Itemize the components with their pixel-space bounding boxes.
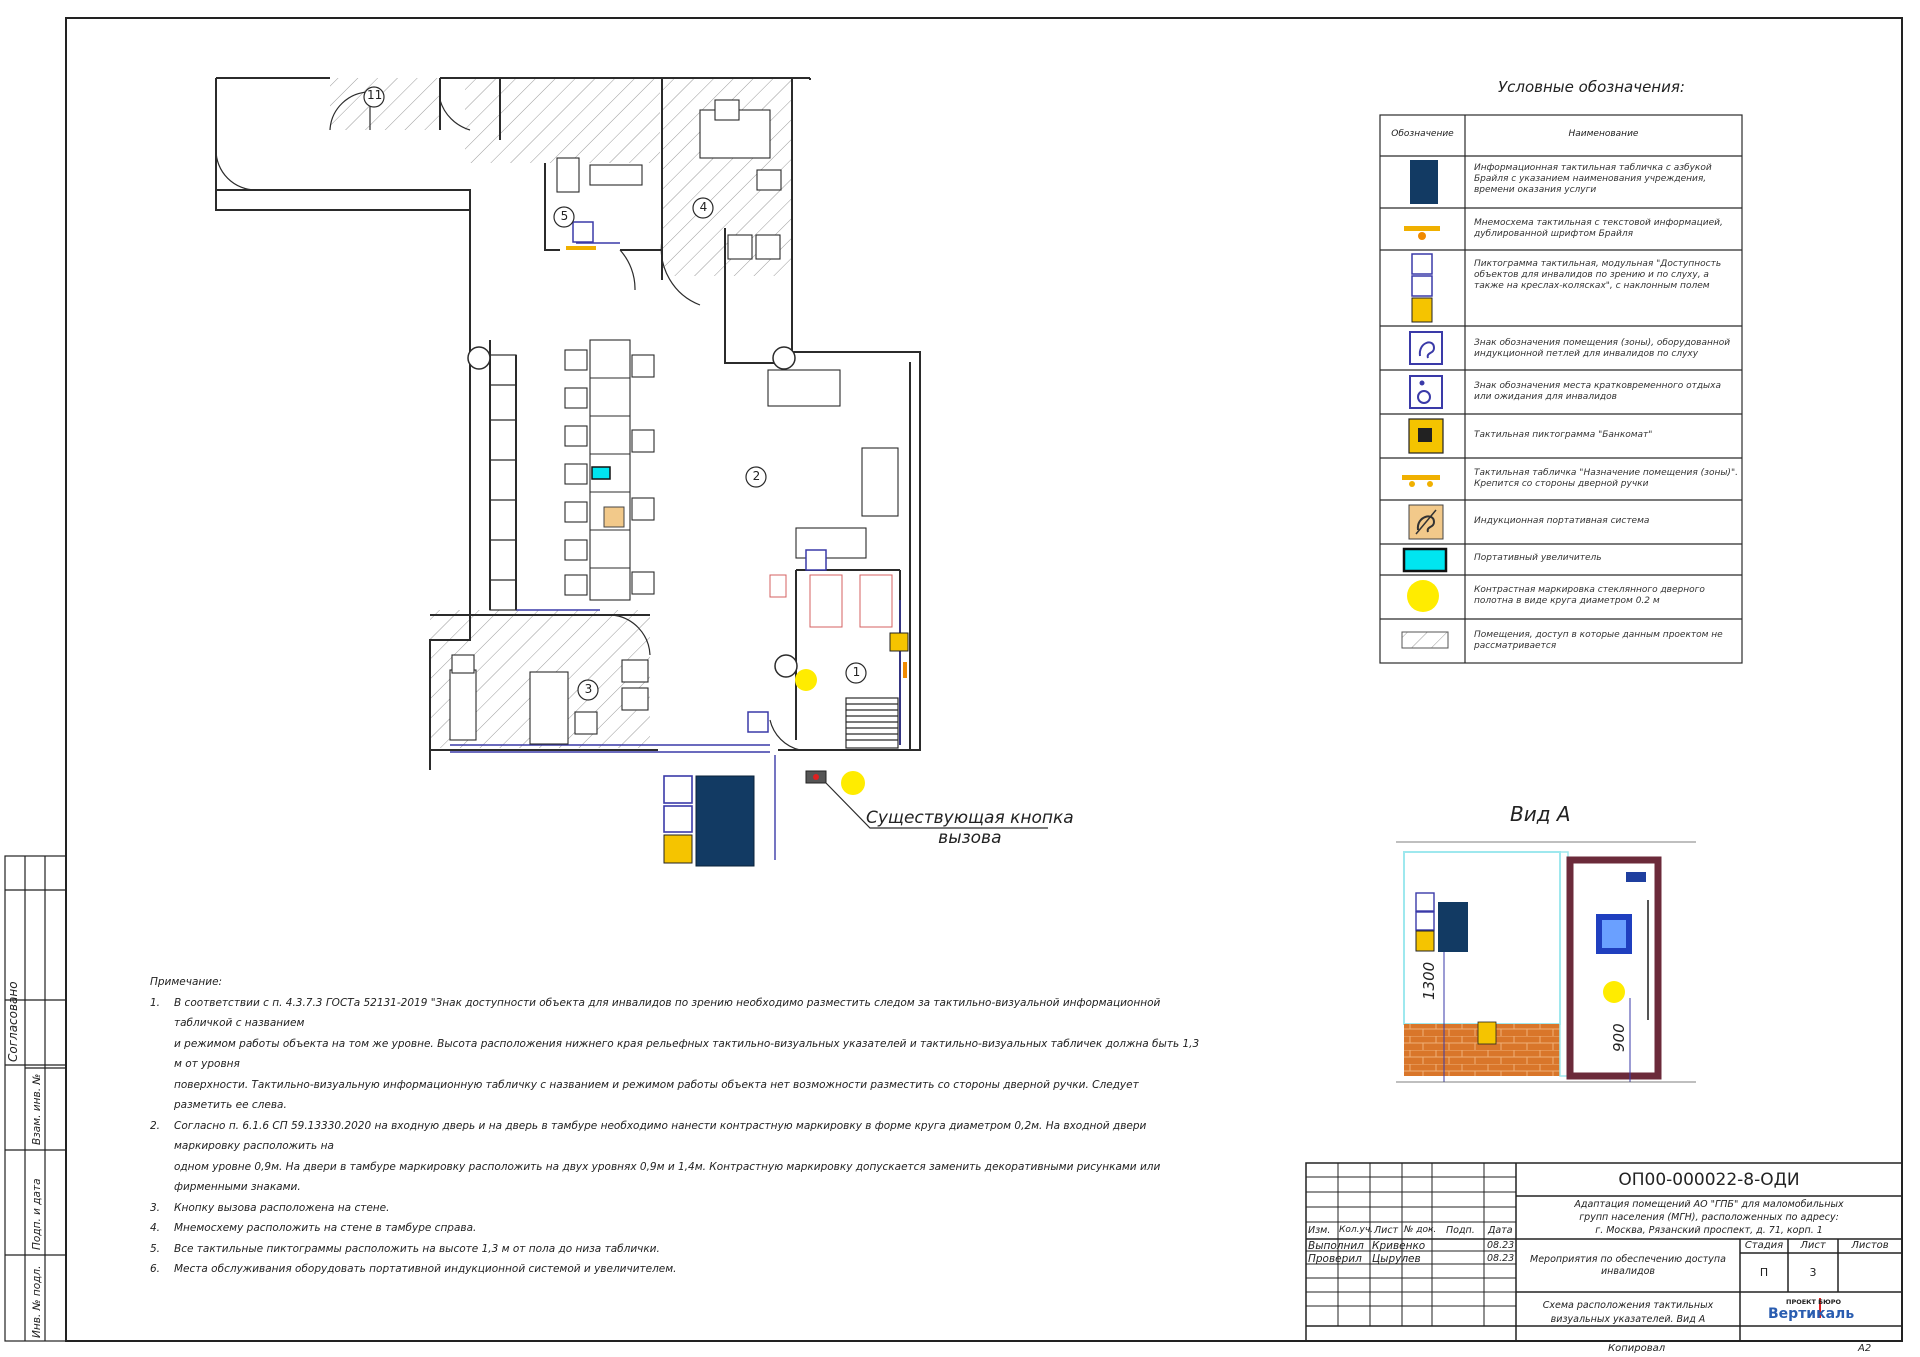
note-text: одном уровне 0,9м. На двери в тамбуре маркировку расположить на двух уровнях 0,9м и 1,4м. Контрастную маркировку допускается заменить декоративными рисунками или фирменными знаками. — [174, 1160, 1161, 1193]
legend-item-10: Контрастная маркировка стеклянного дверного полотна в виде круга диаметром 0.2 м — [1474, 585, 1705, 606]
drawing-line-2: визуальных указателей. Вид А — [1550, 1314, 1706, 1325]
hatched-corridor — [465, 78, 660, 163]
note-number: 3. — [150, 1201, 161, 1214]
room-number-4: 4 — [699, 200, 708, 214]
atm-pictogram-plan — [890, 633, 908, 651]
induction-loop-sign-lobby — [748, 712, 768, 732]
dimension-900: 900 — [1610, 1023, 1628, 1052]
row2-role: Проверил — [1308, 1253, 1362, 1265]
hdr-kol: Кол.уч. — [1339, 1225, 1374, 1235]
sheet-value: 3 — [1809, 1266, 1817, 1279]
floor-plan — [216, 78, 1048, 866]
legend-item-5: Знак обозначения места кратковременного отдыха или ожидания для инвалидов — [1474, 381, 1721, 402]
dimension-1300: 1300 — [1420, 961, 1438, 1000]
sheets-label: Листов — [1851, 1240, 1889, 1251]
copied-label: Копировал — [1608, 1343, 1666, 1354]
legend-header-name: Наименование — [1568, 129, 1639, 139]
legend-item-11: Помещения, доступ в которые данным проектом не рассматривается — [1474, 630, 1723, 651]
braille-info-plate-icon — [1410, 160, 1438, 204]
note-number: 4. — [150, 1222, 161, 1234]
induction-loop-sign-room5 — [573, 222, 593, 242]
hatched-room-11 — [330, 78, 440, 130]
view-a-elevation — [1396, 842, 1696, 1082]
stage-label: Стадия — [1744, 1240, 1784, 1251]
hdr-doc: № док. — [1404, 1225, 1437, 1235]
legend-item-6: Тактильная пиктограмма "Банкомат" — [1474, 430, 1653, 440]
company-logo: Вертикаль — [1768, 1306, 1855, 1322]
notes-heading: Примечание: — [150, 976, 223, 988]
note-number: 6. — [150, 1263, 161, 1275]
legend-item-3: Пиктограмма тактильная, модульная "Доступность объектов для инвалидов по зрению и по слуху, а также на креслах-колясках", с наклонным полем — [1474, 259, 1722, 291]
drawing-line-1: Схема расположения тактильных — [1542, 1300, 1714, 1311]
note-text: Кнопку вызова расположена на стене. — [174, 1201, 390, 1214]
side-inv: Инв. № подл. — [31, 1265, 43, 1338]
note-line — [150, 1239, 1200, 1260]
callout-line-1: Существующая кнопка — [866, 808, 1074, 828]
note-number — [150, 1075, 174, 1116]
note-number: 2. — [150, 1119, 161, 1132]
legend-title: Условные обозначения: — [1498, 78, 1685, 96]
note-text: Согласно п. 6.1.6 СП 59.13330.2020 на входную дверь и на дверь в тамбуре необходимо нанести контрастную маркировку в форме круга диаметром 0,2м. На входной двери маркировку расположить на — [174, 1119, 1147, 1152]
callout-line-2: вызова — [938, 828, 1002, 848]
measures-line-1: Мероприятия по обеспечению доступа — [1530, 1254, 1726, 1265]
side-vzam: Взам. инв. № — [31, 1073, 43, 1145]
room-purpose-plate-lobby — [903, 662, 907, 678]
legend-item-8: Индукционная портативная система — [1474, 516, 1650, 526]
side-approved: Согласовано — [6, 981, 20, 1062]
project-line-1: Адаптация помещений АО "ГПБ" для маломобильных — [1574, 1199, 1844, 1210]
row1-name: Кривенко — [1372, 1240, 1426, 1252]
portable-induction-plan — [604, 507, 624, 527]
row2-name: Цырулев — [1372, 1253, 1421, 1265]
contrast-marker-entrance — [841, 771, 865, 795]
note-text: и режимом работы объекта на том же уровне. Высота расположения нижнего края рельефных тактильно-визуальных указателей и тактильно-визуальных табличек должна быть 1,3 м от уровня — [174, 1037, 1200, 1070]
legend-item-9: Портативный увеличитель — [1474, 553, 1602, 563]
note-number: 5. — [150, 1242, 161, 1255]
hdr-list: Лист — [1374, 1225, 1399, 1236]
entrance-sign-group — [664, 776, 754, 866]
hdr-podp: Подп. — [1446, 1225, 1475, 1236]
note-number — [150, 1157, 174, 1198]
note-line — [150, 1259, 1200, 1280]
call-button-callout — [866, 808, 1074, 848]
contrast-circle-icon — [1407, 580, 1439, 612]
logo-small: ПРОЕКТ БЮРО — [1786, 1298, 1842, 1306]
note-line — [150, 1075, 1200, 1116]
notes-block — [150, 972, 1200, 1280]
legend-item-1: Информационная тактильная табличка с азбукой Брайля с указанием наименования учреждения, времени оказания услуги — [1474, 163, 1712, 195]
contrast-marker-inner-door — [795, 669, 817, 691]
legend-item-2: Мнемосхема тактильная с текстовой информацией, дублированной шрифтом Брайля — [1474, 218, 1723, 239]
stage-value: П — [1759, 1266, 1769, 1279]
modular-pictogram-icon — [1412, 254, 1432, 322]
project-line-2: групп населения (МГН), расположенных по адресу: — [1579, 1212, 1839, 1223]
side-podp: Подп. и дата — [31, 1178, 43, 1250]
note-text: Мнемосхему расположить на стене в тамбуре справа. — [174, 1222, 477, 1234]
portable-magnifier-icon — [1404, 549, 1446, 571]
room-number-1: 1 — [852, 665, 861, 679]
room-number-2: 2 — [752, 469, 761, 483]
note-text: поверхности. Тактильно-визуальную информационную табличку с названием и режимом работы объекта нет возможности разместить со стороны дверной ручки. Следует разметить ее слева. — [174, 1078, 1139, 1111]
legend-item-4: Знак обозначения помещения (зоны), оборудованной индукционной петлей для инвалидов по слуху — [1474, 338, 1731, 359]
note-text: В соответствии с п. 4.3.7.3 ГОСТа 52131-2019 "Знак доступности объекта для инвалидов по зрению необходимо разместить следом за тактильно-визуальной информационной табличкой с названием — [174, 996, 1161, 1029]
note-number — [150, 1034, 174, 1075]
row2-date: 08.23 — [1487, 1253, 1515, 1264]
note-text: Все тактильные пиктограммы расположить на высоте 1,3 м от пола до низа таблички. — [174, 1242, 660, 1255]
view-a-title: Вид А — [1510, 802, 1571, 826]
room-number-5: 5 — [560, 209, 569, 223]
project-line-3: г. Москва, Рязанский проспект, д. 71, корп. 1 — [1595, 1225, 1823, 1236]
room-number-3: 3 — [584, 682, 593, 696]
legend-item-7: Тактильная табличка "Назначение помещения (зоны)". Крепится со стороны дверной ручки — [1474, 468, 1738, 489]
format-label: А2 — [1858, 1343, 1872, 1354]
room-number-11: 11 — [367, 88, 383, 102]
sheet-label: Лист — [1800, 1240, 1826, 1251]
note-line — [150, 993, 1200, 1034]
note-number: 1. — [150, 996, 161, 1009]
measures-line-2: инвалидов — [1600, 1266, 1656, 1277]
note-line — [150, 1116, 1200, 1157]
row1-role: Выполнил — [1308, 1240, 1364, 1252]
hatched-area-icon — [1402, 632, 1448, 648]
legend-header-symbol: Обозначение — [1391, 129, 1454, 139]
row1-date: 08.23 — [1487, 1240, 1515, 1251]
doc-code: ОП00-000022-8-ОДИ — [1618, 1170, 1800, 1190]
wheelchair-sign-plan — [806, 550, 826, 570]
hdr-izm: Изм. — [1308, 1225, 1331, 1236]
induction-loop-sign-icon — [1410, 332, 1442, 364]
note-text: Места обслуживания оборудовать портативной индукционной системой и увеличителем. — [174, 1263, 677, 1275]
room-purpose-plate-room5 — [566, 246, 596, 250]
tactile-mnemonic-icon — [1404, 226, 1440, 231]
note-line — [150, 1157, 1200, 1198]
room-purpose-plate-icon — [1402, 475, 1440, 480]
note-line — [150, 1034, 1200, 1075]
note-line — [150, 1218, 1200, 1239]
hdr-date: Дата — [1488, 1225, 1513, 1236]
note-line — [150, 1198, 1200, 1219]
portable-magnifier-plan — [592, 467, 610, 479]
